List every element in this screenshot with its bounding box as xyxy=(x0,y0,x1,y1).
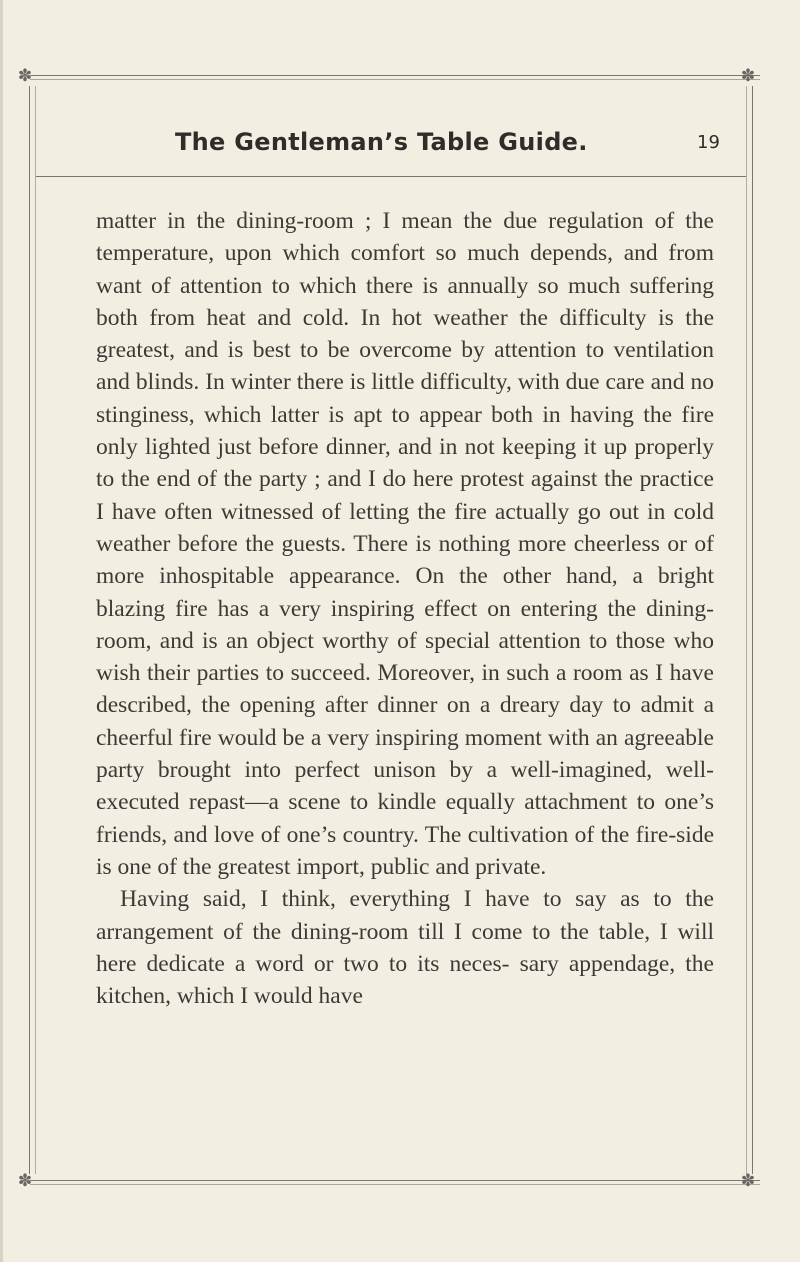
body-text xyxy=(96,205,714,1012)
rosette-ornament-icon: ✽ xyxy=(740,66,756,86)
running-head-title: The Gentleman’s Table Guide. xyxy=(175,128,588,156)
paragraph: matter in the dining-room ; I mean the due regulation of the temperature, upon which comfort so much depends, and from want of attention to which there is annually so much suffering both from heat and cold. In hot weather the difficulty is the greatest, and is best to be overcome by attention to ventilation and blinds. In winter there is little difficulty, with due care and no stinginess, which latter is apt to appear both in having the fire only lighted just before dinner, and in not keeping it up properly to the end of the party ; and I do here protest against the practice I have often witnessed of letting the fire actually go out in cold weather before the guests. There is nothing more cheerless or of more inhospitable appearance. On the other hand, a bright blazing fire has a very inspiring effect on entering the dining-room, and is an object worthy of special attention to those who wish their parties to succeed. Moreover, in such a room as I have described, the opening after dinner on a dreary day to admit a cheerful fire would be a very inspiring moment with an agreeable party brought into perfect unison by a well-imagined, well-executed repast—a scene to kindle equally attachment to one’s friends, and love of one’s country. The cultivation of the fire-side is one of the greatest import, public and private. xyxy=(96,208,714,880)
page-left-edge xyxy=(0,0,3,1262)
page-number: 19 xyxy=(697,132,720,153)
rosette-ornament-icon: ✽ xyxy=(17,66,33,86)
left-border-rule-inner xyxy=(35,86,36,1174)
header-rule xyxy=(36,176,746,177)
rosette-ornament-icon: ✽ xyxy=(17,1171,33,1191)
top-border-rule-inner xyxy=(30,79,760,80)
bottom-border-rule xyxy=(30,1180,760,1181)
rosette-ornament-icon: ✽ xyxy=(740,1171,756,1191)
right-border-rule xyxy=(752,86,753,1174)
left-border-rule xyxy=(29,86,30,1174)
top-border-rule xyxy=(30,75,760,76)
paragraph: Having said, I think, everything I have to say as to the arrangement of the dining-room till I come to the table, I will here dedicate a word or two to its neces- sary appendage, the kitchen, which I would have xyxy=(96,886,714,1010)
bottom-border-rule-inner xyxy=(30,1184,760,1185)
right-border-rule-inner xyxy=(746,86,747,1174)
